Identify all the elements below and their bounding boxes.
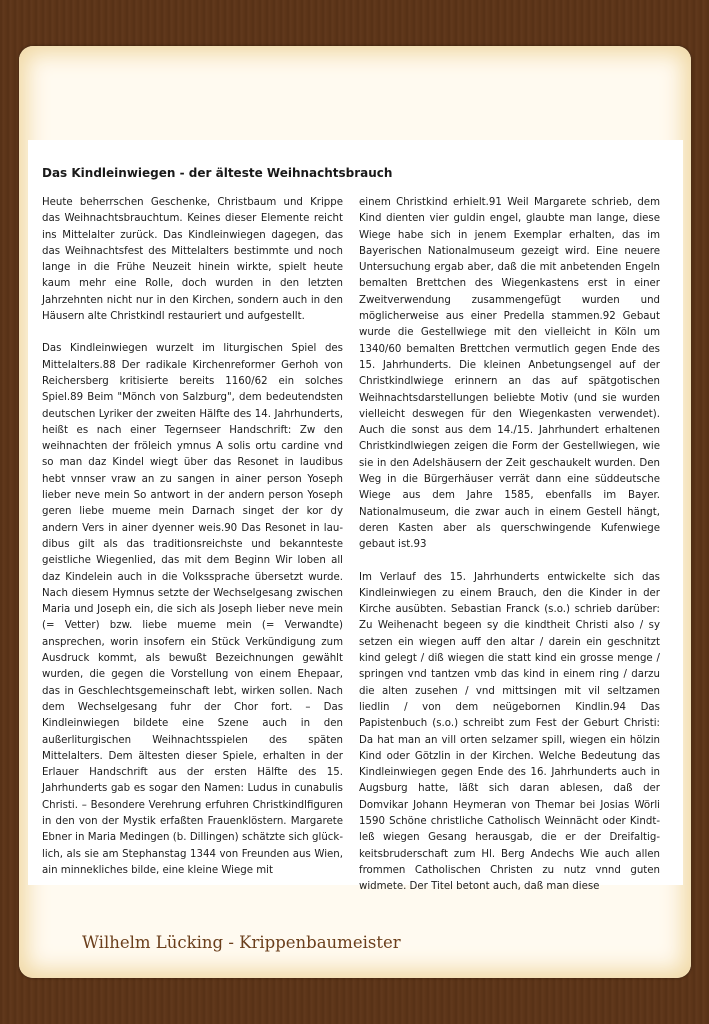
paragraph: Heute beherrschen Geschenke, Christbaum und Krippe das Weihnachtsbrauchtum. Keines dieser Elemente reicht ins Mittelalter zurück. Das Kindleinwiegen dagegen, das das Weihnachtsfest des Mittelalters bestimmte und noch lange in die Frühe Neuzeit hinein wirkte, spielt heute kaum mehr eine Rolle, doch wurden in den letzten Jahrzehnten nicht nur in den Kirchen, sondern auch in den Häusern alte Christkindl restauriert und aufgestellt. xyxy=(42,197,343,323)
left-column xyxy=(42,195,343,879)
paragraph: Das Kindleinwiegen wurzelt im liturgischen Spiel des Mittelalters.88 Der radikale Kirchenreformer Gerhoh von Reichersberg kritisierte bereits 1160/62 ein solches Spiel.89 Beim "Mönch von Salzburg", dem bedeutendsten deutschen Lyriker der zweiten Hälfte des 14. Jahrhunderts, heißt es nach einer Tegernseer Handschrift: Zw den weihnachten der fröleich ymnus A solis ortu cardine vnd so man daz Kindel wiegt über das Resonet in laudibus hebt vnnser vraw an zu sangen in ainer person Yoseph lieber neve mein So antwort in der andern person Yoseph geren liebe mueme mein Darnach singet der kor dy andern Vers in ainer dyenner weis.90 Das Resonet in laudibus gilt als das traditionsreichste und bekannteste geistliche Wiegenlied, das mit dem Beginn Wir loben all daz Kindelein auch in die Volkssprache übersetzt wurde. Nach diesem Hymnus setzte der Wechselgesang zwischen Maria und Joseph ein, die sich als Joseph lieber neve mein (= Vetter) bzw. liebe mueme mein (= Verwandte) ansprechen, worin insofern ein Stück Verkündigung zum Ausdruck kommt, als bewußt Bezeichnungen gewählt wurden, die gegen die Vorstellung von einem Ehepaar, das in Geschlechtsgemeinschaft lebt, wirken sollen. Nach dem Wechselgesang fuhr der Chor fort. – Das Kindleinwiegen bildete eine Szene auch in den außerliturgischen Weihnachtsspielen des späten Mittelalters. Dem ältesten dieser Spiele, erhalten in der Erlauer Handschrift aus der ersten Hälfte des 15. Jahrhunderts gab es sogar den Namen: Ludus in cunabulis Christi. – Besondere Verehrung erfuhren Christkindlfiguren in den von der Mystik erfaßten Frauenklöstern. Margarete Ebner in Maria Medingen (b. Dillingen) schätzte sich glücklich, als sie am Stephanstag 1344 von Freunden aus Wien, ain minnekliches bilde, eine kleine Wiege mit xyxy=(42,343,343,876)
paragraph: Im Verlauf des 15. Jahrhunderts entwickelte sich das Kindleinwiegen zu einem Brauch, den die Kinder in der Kirche ausübten. Sebastian Franck (s.o.) schrieb darüber: Zu Weihenacht begeen sy die kindtheit Christi also / sy setzen ein wiegen auff den altar / darein ein geschnitzt kind gelegt / diß wiegen die statt kind ein grosse menge / springen vnd tantzen vmb das kind in einem ring / darzu die alten zusehen / vnd mittsingen mit vil seltzamen liedlin / von dem neügebornen Kindlin.94 Das Papistenbuch (s.o.) schreibt zum Fest der Geburt Christi: Da hat man an vill orten selzamer spill, wiegen ein hölzin Kind oder Götzlin in der Kirchen. Welche Bedeutung das Kindleinwiegen gegen Ende des 16. Jahrhunderts auch in Augsburg hatte, läßt sich daran ablesen, daß der Domvikar Johann Heymeran von Themar bei Josias Wörli 1590 Schöne christliche Catholisch Weinnächt oder Kindtleß wiegen Gesang herausgab, die er der Dreifaltigkeitsbruderschaft zum Hl. Berg Andechs Wie auch allen frommen Catholischen Christen zu nutz vnnd guten widmete. Der Titel betont auch, daß man diese xyxy=(359,571,660,893)
right-column xyxy=(359,195,660,895)
footer-signature: Wilhelm Lücking - Krippenbaumeister xyxy=(82,933,401,952)
paragraph: einem Christkind erhielt.91 Weil Margarete schrieb, dem Kind dienten vier guldin engel, glaubte man lange, diese Wiege habe sich in jenem Exemplar erhalten, das im Bayerischen Nationalmuseum gezeigt wird. Eine neuere Untersuchung ergab aber, daß die mit anbetenden Engeln bemalten Brettchen des Wiegenkastens erst in einer Zweitverwendung zusammengefügt wurden und möglicherweise aus einer Predella stammen.92 Gebaut wurde die Gestellwiege mit den vielleicht in Köln um 1340/60 bemalten Brettchen vermutlich gegen Ende des 15. Jahrhunderts. Die kleinen Anbetungsengel auf der Christkindlwiege erinnern an das auf spätgotischen Weihnachtsdarstellungen beliebte Motiv (und sie wurden vielleicht deswegen für den Wiegenkasten verwendet). Auch die sonst aus dem 14./15. Jahrhundert erhaltenen Christkindlwiegen zeigen die Form der Gestellwiegen, wie sie in den Adelshäusern der Zeit geschaukelt wurden. Den Weg in die Bürgerhäuser verrät dann eine süddeutsche Wiege aus dem Jahre 1585, ebenfalls im Bayer. Nationalmuseum, die zwar auch in einem Gestell hängt, deren Kasten aber als querschwingende Kufenwiege gebaut ist.93 xyxy=(359,197,660,551)
document-title: Das Kindleinwiegen - der älteste Weihnachtsbrauch xyxy=(42,166,393,180)
document-page xyxy=(28,140,683,893)
